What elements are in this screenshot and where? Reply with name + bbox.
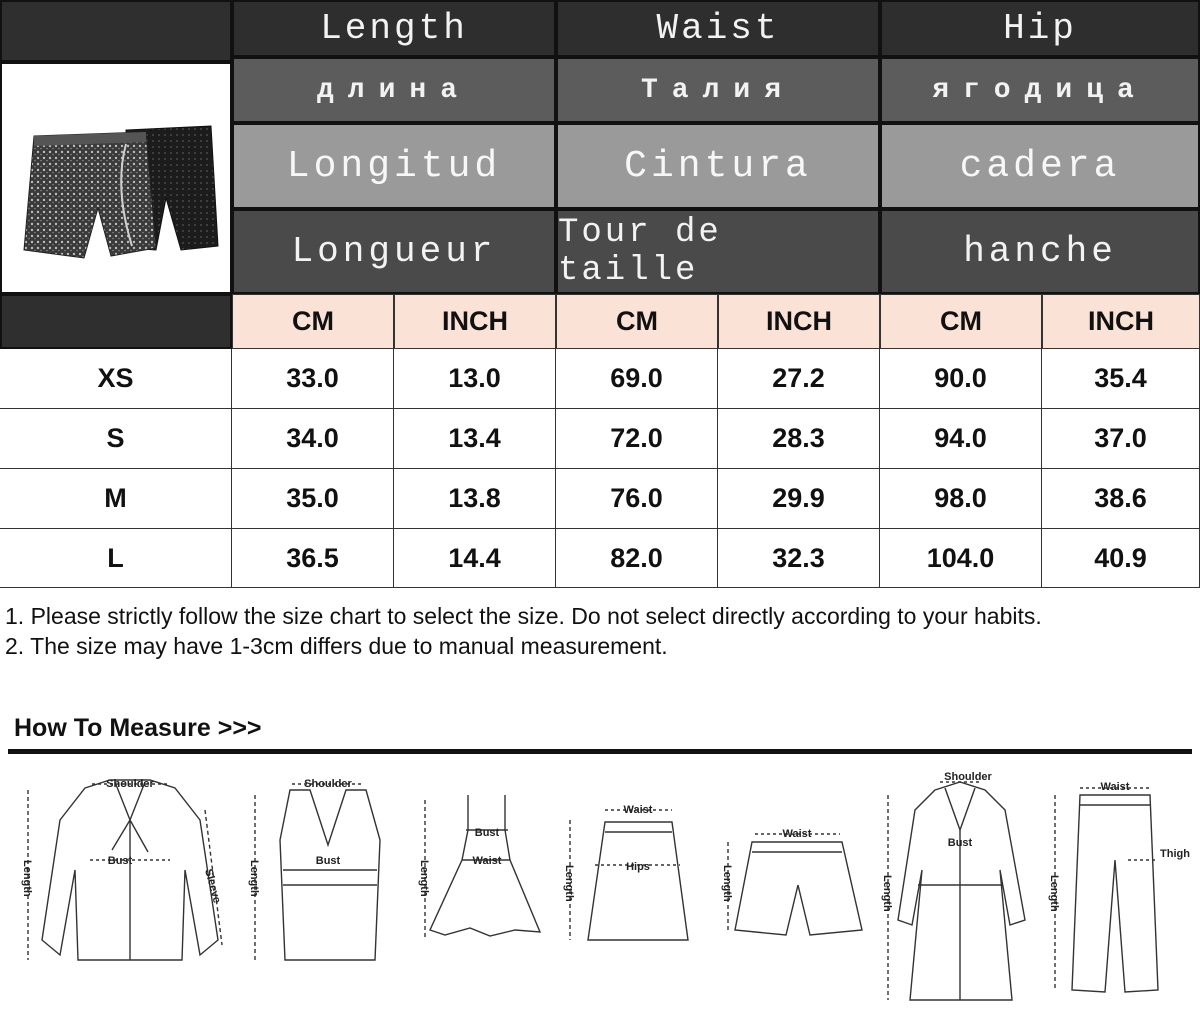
unit-cm-hip: CM (880, 294, 1042, 349)
table-cell: 76.0 (556, 469, 718, 529)
label-waist: Waist (472, 855, 502, 867)
table-cell: 32.3 (718, 529, 880, 588)
label-waist: Waist (623, 804, 653, 816)
size-label-l: L (0, 529, 232, 588)
header-waist: Waist (556, 0, 880, 57)
unit-row-corner (0, 294, 232, 349)
table-cell: 13.0 (394, 349, 556, 409)
dress-illustration (425, 795, 540, 940)
label-length: Length (1048, 875, 1060, 912)
divider (8, 749, 1192, 754)
header-hip: Hip (880, 0, 1200, 57)
label-length: Length (881, 875, 893, 912)
label-shoulder: Shoulder (106, 778, 154, 790)
table-cell: 27.2 (718, 349, 880, 409)
table-cell: 33.0 (232, 349, 394, 409)
label-bust: Bust (947, 837, 973, 849)
header-waist-ru: Талия (556, 57, 880, 123)
shorts-illustration (728, 834, 862, 935)
label-bust: Bust (107, 855, 133, 867)
measurement-illustrations (0, 760, 1200, 1015)
size-label-xs: XS (0, 349, 232, 409)
table-cell: 38.6 (1042, 469, 1200, 529)
label-bust: Bust (315, 855, 341, 867)
header-corner (0, 0, 232, 62)
header-length: Length (232, 0, 556, 57)
table-cell: 90.0 (880, 349, 1042, 409)
label-length: Length (21, 860, 33, 897)
label-length: Length (248, 860, 260, 897)
label-sleeve: Sleeve (202, 867, 223, 905)
unit-inch-waist: INCH (718, 294, 880, 349)
label-length: Length (563, 865, 575, 902)
label-hips: Hips (626, 861, 650, 873)
table-cell: 14.4 (394, 529, 556, 588)
note-1: 1. Please strictly follow the size chart to select the size. Do not select directly according to your habits. (5, 603, 1042, 629)
size-label-s: S (0, 409, 232, 469)
table-cell: 35.4 (1042, 349, 1200, 409)
label-shoulder: Shoulder (944, 771, 992, 783)
label-bust: Bust (474, 827, 500, 839)
table-cell: 13.4 (394, 409, 556, 469)
size-label-m: M (0, 469, 232, 529)
header-hip-ru: ягодица (880, 57, 1200, 123)
header-length-ru: длина (232, 57, 556, 123)
note-2: 2. The size may have 1-3cm differs due to manual measurement. (5, 633, 668, 659)
label-length: Length (721, 865, 733, 902)
skirt-illustration (570, 810, 688, 940)
label-shoulder: Shoulder (304, 778, 352, 790)
table-cell: 29.9 (718, 469, 880, 529)
label-waist: Waist (1100, 781, 1130, 793)
unit-cm-waist: CM (556, 294, 718, 349)
header-hip-es: cadera (880, 123, 1200, 209)
table-cell: 40.9 (1042, 529, 1200, 588)
table-cell: 72.0 (556, 409, 718, 469)
table-cell: 94.0 (880, 409, 1042, 469)
trousers-illustration (1055, 788, 1158, 992)
coat-illustration (888, 782, 1025, 1000)
unit-cm-length: CM (232, 294, 394, 349)
header-hip-fr: hanche (880, 209, 1200, 294)
table-cell: 28.3 (718, 409, 880, 469)
how-to-measure-title: How To Measure >>> (14, 714, 262, 742)
table-cell: 34.0 (232, 409, 394, 469)
header-waist-fr: Tour de taille (556, 209, 880, 294)
table-cell: 13.8 (394, 469, 556, 529)
unit-inch-length: INCH (394, 294, 556, 349)
tank-top-illustration (255, 784, 380, 960)
sequin-skort-image (6, 78, 226, 278)
table-cell: 37.0 (1042, 409, 1200, 469)
unit-inch-hip: INCH (1042, 294, 1200, 349)
table-cell: 35.0 (232, 469, 394, 529)
table-cell: 98.0 (880, 469, 1042, 529)
table-cell: 69.0 (556, 349, 718, 409)
header-length-es: Longitud (232, 123, 556, 209)
product-photo (0, 62, 232, 294)
header-waist-es: Cintura (556, 123, 880, 209)
label-waist: Waist (782, 828, 812, 840)
size-notes (5, 601, 1190, 661)
table-cell: 36.5 (232, 529, 394, 588)
label-length: Length (418, 860, 430, 897)
label-thigh: Thigh (1160, 848, 1190, 860)
table-cell: 104.0 (880, 529, 1042, 588)
table-cell: 82.0 (556, 529, 718, 588)
header-length-fr: Longueur (232, 209, 556, 294)
blouse-illustration (28, 780, 222, 960)
